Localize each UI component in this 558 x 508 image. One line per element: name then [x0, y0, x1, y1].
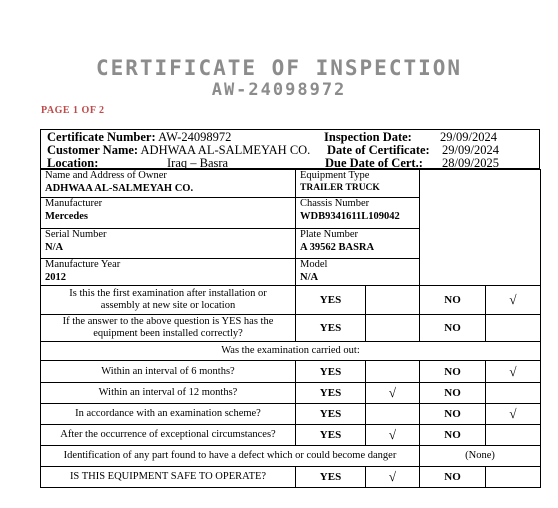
yes-label: YES: [296, 467, 366, 488]
plate-cell: [296, 229, 420, 259]
yes-mark: [366, 361, 420, 383]
model-label: Model: [300, 259, 328, 270]
serial-label: Serial Number: [45, 229, 107, 240]
table-row: [41, 425, 541, 446]
serial-cell: [41, 229, 296, 259]
owner-label: Name and Address of Owner: [45, 170, 167, 181]
cert-number: AW-24098972: [158, 130, 232, 144]
location: Iraq – Basra: [167, 156, 229, 170]
table-row: [41, 383, 541, 404]
inspection-date: 29/09/2024: [440, 130, 497, 144]
year-value: 2012: [45, 272, 66, 283]
no-label: NO: [420, 404, 486, 425]
chassis-value: WDB9341611L109042: [300, 211, 400, 222]
serial-value: N/A: [45, 242, 64, 253]
no-mark: [486, 467, 541, 488]
no-label: NO: [420, 467, 486, 488]
equipment-type-cell: [296, 170, 420, 198]
manufacturer-cell: [41, 198, 296, 229]
certificate-code: AW-24098972: [211, 80, 347, 100]
document-title: CERTIFICATE OF INSPECTION: [95, 56, 463, 80]
yes-mark: [366, 286, 420, 315]
no-mark: [486, 315, 541, 342]
manufacturer-label: Manufacturer: [45, 198, 103, 209]
table-row: [41, 361, 541, 383]
yes-label: YES: [296, 361, 366, 383]
table-row: [41, 404, 541, 425]
yes-label: YES: [296, 286, 366, 315]
question-safe-to-operate: IS THIS EQUIPMENT SAFE TO OPERATE?: [41, 467, 296, 488]
check-mark: √: [486, 361, 541, 383]
cert-number-label: Certificate Number:: [47, 130, 156, 144]
table-row: [41, 342, 541, 361]
check-mark: √: [366, 383, 420, 404]
no-mark: [486, 425, 541, 446]
customer-name: ADHWAA AL-SALMEYAH CO.: [140, 143, 311, 157]
question-installed-correctly: If the answer to the above question is YES has the equipment been installed correctly?: [41, 315, 296, 342]
manufacturer-value: Mercedes: [45, 211, 88, 222]
no-label: NO: [420, 383, 486, 404]
due-date-label: Due Date of Cert.:: [325, 156, 423, 170]
question-exceptional-circumstances: After the occurrence of exceptional circumstances?: [41, 425, 296, 446]
yes-label: YES: [296, 404, 366, 425]
chassis-label: Chassis Number: [300, 198, 370, 209]
question-examination-scheme: In accordance with an examination scheme?: [41, 404, 296, 425]
page-label: PAGE 1 OF 2: [41, 105, 105, 116]
plate-value: A 39562 BASRA: [300, 242, 375, 253]
defect-answer: (None): [420, 446, 541, 467]
no-label: NO: [420, 315, 486, 342]
year-label: Manufacture Year: [45, 259, 121, 270]
certificate-header: [40, 129, 540, 169]
plate-label: Plate Number: [300, 229, 359, 240]
table-row: [41, 446, 541, 467]
question-first-exam: Is this the first examination after installation or assembly at new site or location: [41, 286, 296, 315]
model-value: N/A: [300, 272, 319, 283]
question-defect-identification: Identification of any part found to have a defect which or could become danger: [41, 446, 420, 467]
no-label: NO: [420, 361, 486, 383]
question-12-months: Within an interval of 12 months?: [41, 383, 296, 404]
no-label: NO: [420, 286, 486, 315]
owner-value: ADHWAA AL-SALMEYAH CO.: [45, 183, 194, 194]
table-row: [41, 467, 541, 488]
table-row: [41, 170, 541, 198]
location-label: Location:: [47, 156, 99, 170]
date-of-cert: 29/09/2024: [442, 143, 499, 157]
due-date: 28/09/2025: [442, 156, 499, 170]
check-mark: √: [366, 425, 420, 446]
table-row: [41, 286, 541, 315]
check-mark: √: [366, 467, 420, 488]
inspection-table: [40, 169, 541, 488]
no-label: NO: [420, 425, 486, 446]
table-row: [41, 315, 541, 342]
yes-label: YES: [296, 383, 366, 404]
yes-mark: [366, 404, 420, 425]
owner-cell: [41, 170, 296, 198]
blank-cell: [420, 170, 541, 286]
check-mark: √: [486, 404, 541, 425]
question-6-months: Within an interval of 6 months?: [41, 361, 296, 383]
date-of-cert-label: Date of Certificate:: [327, 143, 430, 157]
examination-heading: Was the examination carried out:: [41, 342, 541, 361]
yes-mark: [366, 315, 420, 342]
model-cell: [296, 259, 420, 286]
equipment-type-value: TRAILER TRUCK: [300, 183, 380, 193]
check-mark: √: [486, 286, 541, 315]
no-mark: [486, 383, 541, 404]
inspection-date-label: Inspection Date:: [324, 130, 412, 144]
chassis-cell: [296, 198, 420, 229]
year-cell: [41, 259, 296, 286]
customer-label: Customer Name:: [47, 143, 139, 157]
yes-label: YES: [296, 315, 366, 342]
equipment-type-label: Equipment Type: [300, 170, 370, 181]
yes-label: YES: [296, 425, 366, 446]
